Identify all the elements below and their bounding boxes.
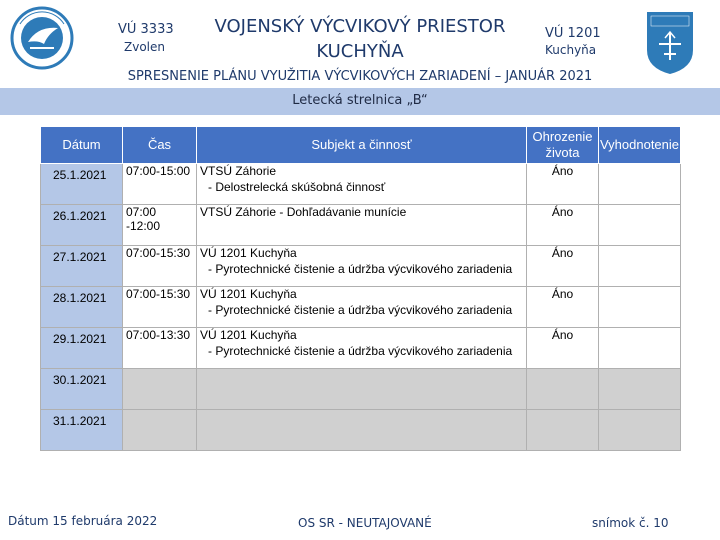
kuchyna-shield-logo [645,10,695,76]
table-row [41,369,681,410]
footer-classification: OS SR - NEUTAJOVANÉ [298,516,432,530]
evaluation-cell [599,287,681,328]
right-unit-city: Kuchyňa [545,43,597,57]
table-row [41,410,681,451]
threat-cell: Áno [527,246,599,287]
subject-text: VÚ 1201 Kuchyňa [200,287,297,301]
table-row [41,287,681,328]
threat-cell: Áno [527,205,599,246]
subject-cell [197,287,527,328]
date-cell: 31.1.2021 [41,410,123,451]
threat-cell [527,410,599,451]
subject-cell [197,164,527,205]
footer-date: Dátum 15 februára 2022 [8,514,158,528]
subject-text: VÚ 1201 Kuchyňa [200,328,297,342]
section-title: Letecká strelnica „B“ [292,93,428,108]
column-header-date: Dátum [41,127,123,164]
activity-text: - Delostrelecká skúšobná činnosť [208,180,386,194]
time-cell: 07:00-13:30 [123,328,197,369]
schedule-table [40,126,681,451]
subject-cell [197,328,527,369]
column-header-subject: Subjekt a činnosť [197,127,527,164]
activity-text: - Pyrotechnické čistenie a údržba výcvikového zariadenia [208,262,513,276]
threat-cell: Áno [527,164,599,205]
left-unit-code: VÚ 3333 [118,22,174,37]
time-cell: 07:00-15:00 [123,164,197,205]
page-title-line2: KUCHYŇA [316,41,404,62]
time-cell: 07:00-15:30 [123,287,197,328]
threat-cell: Áno [527,328,599,369]
table-row [41,246,681,287]
unit-emblem-logo [10,4,74,74]
time-cell: 07:00-15:30 [123,246,197,287]
page-title-line1: VOJENSKÝ VÝCVIKOVÝ PRIESTOR [214,16,506,37]
table-row [41,328,681,369]
left-unit-city: Zvolen [124,40,165,54]
evaluation-cell [599,410,681,451]
activity-text: - Pyrotechnické čistenie a údržba výcvikového zariadenia [208,303,513,317]
subject-cell [197,369,527,410]
subject-cell [197,205,527,246]
evaluation-cell [599,246,681,287]
evaluation-cell [599,205,681,246]
subject-cell [197,246,527,287]
threat-cell [527,369,599,410]
subject-text: VTSÚ Záhorie [200,164,277,178]
time-cell [123,369,197,410]
subject-text: VÚ 1201 Kuchyňa [200,246,297,260]
activity-text: - Pyrotechnické čistenie a údržba výcvikového zariadenia [208,344,513,358]
page-subtitle: SPRESNENIE PLÁNU VYUŽITIA VÝCVIKOVÝCH ZARIADENÍ – JANUÁR 2021 [127,69,593,84]
date-cell: 30.1.2021 [41,369,123,410]
column-header-time: Čas [123,127,197,164]
subject-text: VTSÚ Záhorie - Dohľadávanie munície [200,205,407,219]
evaluation-cell [599,164,681,205]
evaluation-cell [599,328,681,369]
date-cell: 25.1.2021 [41,164,123,205]
time-cell [123,410,197,451]
time-cell: 07:00 -12:00 [123,205,197,246]
column-header-evaluation: Vyhodnotenie [599,127,681,164]
table-header-row [41,127,681,164]
table-row [41,205,681,246]
date-cell: 29.1.2021 [41,328,123,369]
date-cell: 28.1.2021 [41,287,123,328]
date-cell: 26.1.2021 [41,205,123,246]
threat-cell: Áno [527,287,599,328]
right-unit-code: VÚ 1201 [545,26,601,41]
subject-cell [197,410,527,451]
footer-slide-number: snímok č. 10 [592,516,669,530]
table-row [41,164,681,205]
column-header-threat: Ohrozenie života [527,127,599,164]
evaluation-cell [599,369,681,410]
date-cell: 27.1.2021 [41,246,123,287]
